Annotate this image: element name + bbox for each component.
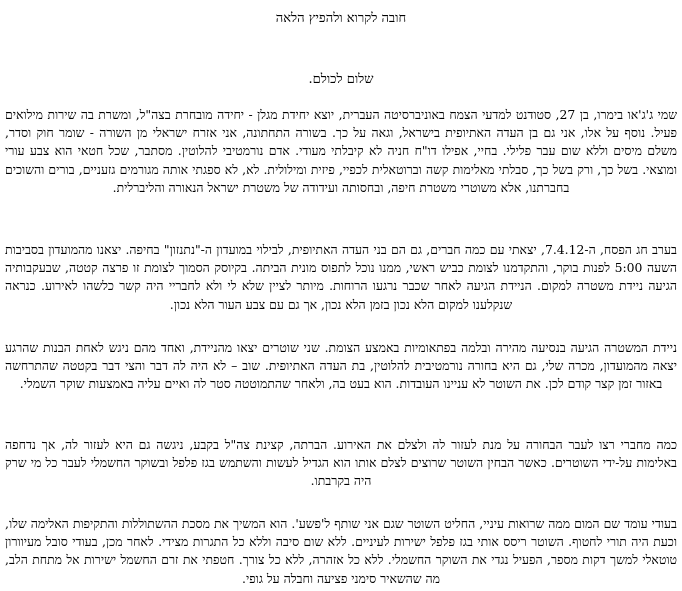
paragraph: בערב חג הפסח, ה-7.4.12, יצאתי עם כמה חברים, גם הם בני העדה האתיופית, לבילוי במועדון ה-"נתנזון" בחיפה. יצאנו מהמועדון בסביבות השעה 5:00 לפנות בוקר, והתקדמנו לצומת כביש ראשי, ממנו נוכל לתפוס מונית הביתה. בקיוסק הסמוך לצומת זו פרצה קטטה, שבעקבותיה הגיעה ניידת משטרה למקום. הניידת הגיעה לאחר שכבר נרגעו הרוחות. מיותר לציין שלא לי ולא לחבריי היה קשר כלשהו לאירוע. כנראה שנקלענו למקום הלא נכון בזמן הלא נכון, אך גם עם צבע העור הלא נכון. — [5, 242, 677, 312]
paragraph: בעודי עומד שם המום ממה שרואות עיניי, החליט השוטר שגם אני שותף ל'פשע'. הוא המשיך את מסכת ההשתוללות והתקיפות האלימה שלו, וכעת היה תורי לחטוף. השוטר ריסס אותי בגז פלפל ישירות לעיניים. ללא שום סיבה וללא כל התגרות מצידי. לאחר מכן, בעודי סובל מעיוורון טוטאלי למשך דקות מספר, הפעיל נגדי את השוקר החשמלי. ללא כל אזהרה, ללא כל צורך. חטפתי את זרם החשמל ישירות אל מתחת הלב, מה שהשאיר סימני פציעה וחבלה על גופי. — [5, 516, 677, 586]
greeting: שלום לכולם. — [308, 72, 374, 87]
paragraph: כמה מחברי רצו לעבר הבחורה על מנת לעזור לה ולצלם את האירוע. הברתה, קצינת צה"ל בקבע, ניגשה גם היא לעזור לה, אך נדחפה באלימות על-ידי השוטרים. כאשר הבחין השוטר שרוצים לצלם אותו הוא הגדיל לעשות והשתמש בגז פלפל ובשוקר החשמלי לעבר כל מי שרק היה בקרבתו. — [5, 437, 677, 489]
paragraph: ניידת המשטרה הגיעה בנסיעה מהירה ובלמה בפתאומיות באמצע הצומת. שני שוטרים יצאו מהניידת, ואחד מהם ניגש לאחת הבנות שהרגע יצאה מהמועדון, מכרה שלי, גם היא בחורה נורמטיבית להלוטין, בת העדה האתיופית. שוב – לא היה לה דבר והצי דבר בקטטה שהתרחשה באזור זמן קצר קודם לכן. את השוטר לא עניינו העובדות. הוא בעט בה, ולאחר שהתמוטטה סטר לה ואיים עליה באמצעות שוקר השמלי. — [5, 340, 677, 392]
paragraph: שמי ג'ג'או בימרו, בן 27, סטודנט למדעי הצמח באוניברסיטה העברית, יוצא יחידת מגלן - יחידה מובחרת בצה"ל, ומשרת בה שירות מילואים פעיל. נוסף על אלו, אני גם בן העדה האתיופית בישראל, וגאה על כך. בשורה התחתונה, אני אזרח ישראלי מן השורה - שומר חוק וסדר, משלם מיסים וללא שום עבר פלילי. בחיי, אפילו דו"ח חניה לא קיבלתי מעודי. אדם נורמטיבי להלוטין. מסתבר, שכל חטאי הוא צבע עורי ומוצאי. בשל כך, ורק בשל כך, סבלתי מאלימות קשה וברוטאלית לכפיי, פיזית ומילולית. לא, לא ספגתי אותה מגורמים גזעניים, בורים והשוכים בחברתנו, אלא משוטרי משטרת חיפה, ובחסותה ועידודה של משטרת ישראל הנאורה והליברלית. — [5, 107, 677, 195]
document-title: חובה לקרוא ולהפיץ הלאה — [275, 11, 407, 26]
